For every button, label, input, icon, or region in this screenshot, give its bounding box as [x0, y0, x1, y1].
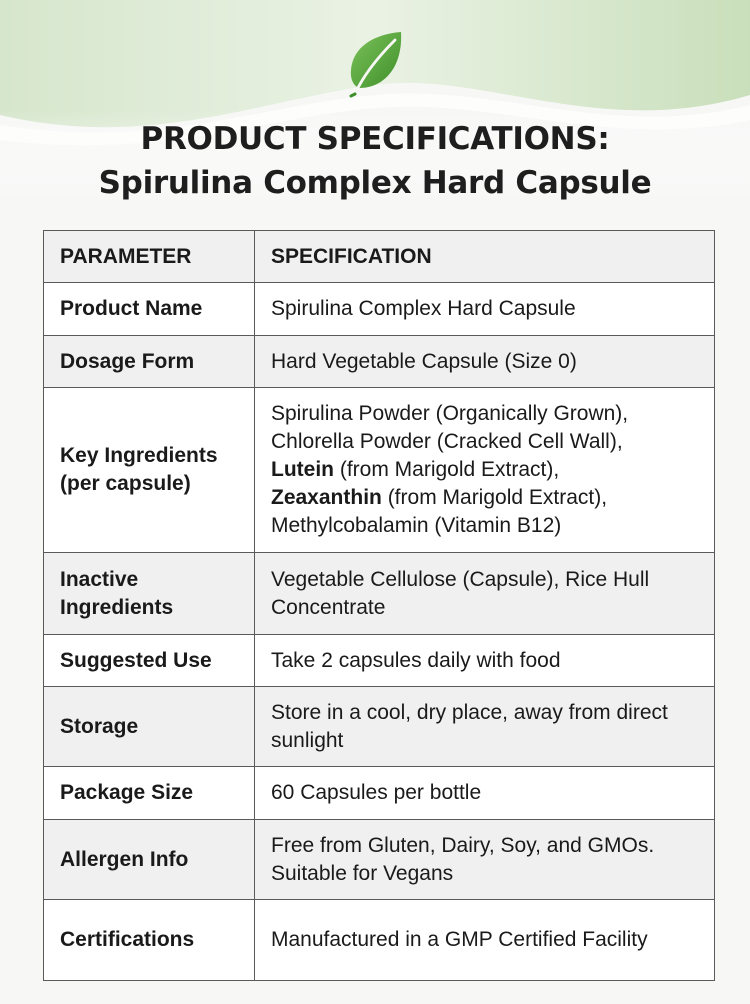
- table-header-row: [44, 231, 715, 283]
- ingredient-text: Spirulina Powder (Organically Grown),: [271, 402, 629, 425]
- table-row: [44, 553, 715, 635]
- table-row: [44, 820, 715, 900]
- spec-product-name: Spirulina Complex Hard Capsule: [255, 283, 715, 336]
- param-inactive-ingredients: Inactive Ingredients: [44, 553, 255, 635]
- spec-certifications: Manufactured in a GMP Certified Facility: [255, 900, 715, 981]
- spec-storage: Store in a cool, dry place, away from direct sunlight: [255, 687, 715, 767]
- ingredient-text: Chlorella Powder (Cracked Cell Wall),: [271, 430, 623, 453]
- ingredient-line: [271, 484, 700, 512]
- ingredient-line: [271, 456, 700, 484]
- ingredient-text: Methylcobalamin (Vitamin B12): [271, 514, 562, 537]
- spec-table: [43, 230, 715, 981]
- ingredient-text: (from Marigold Extract),: [381, 486, 608, 509]
- param-key-ingredients: Key Ingredients (per capsule): [44, 388, 255, 553]
- param-package-size: Package Size: [44, 767, 255, 820]
- param-dosage-form: Dosage Form: [44, 336, 255, 388]
- spec-dosage-form: Hard Vegetable Capsule (Size 0): [255, 336, 715, 388]
- table-row: [44, 283, 715, 336]
- table-row: [44, 767, 715, 820]
- page-title: [0, 117, 750, 205]
- ingredient-line: [271, 428, 700, 456]
- spec-inactive-ingredients: Vegetable Cellulose (Capsule), Rice Hull Concentrate: [255, 553, 715, 635]
- table-row: [44, 388, 715, 553]
- table-row: [44, 336, 715, 388]
- ingredient-line: [271, 512, 700, 540]
- table-row: [44, 635, 715, 687]
- param-product-name: Product Name: [44, 283, 255, 336]
- param-storage: Storage: [44, 687, 255, 767]
- spec-package-size: 60 Capsules per bottle: [255, 767, 715, 820]
- table-row: [44, 900, 715, 981]
- param-allergen-info: Allergen Info: [44, 820, 255, 900]
- title-line-2: Spirulina Complex Hard Capsule: [98, 165, 652, 201]
- ingredient-name: Zeaxanthin: [271, 486, 382, 509]
- table-row: [44, 687, 715, 767]
- spec-allergen-info: Free from Gluten, Dairy, Soy, and GMOs. Suitable for Vegans: [255, 820, 715, 900]
- ingredient-name: Lutein: [271, 458, 334, 481]
- spec-suggested-use: Take 2 capsules daily with food: [255, 635, 715, 687]
- title-line-1: PRODUCT SPECIFICATIONS:: [140, 121, 610, 157]
- header-parameter: PARAMETER: [44, 231, 255, 283]
- leaf-icon: [345, 30, 405, 98]
- param-certifications: Certifications: [44, 900, 255, 981]
- spec-key-ingredients: [255, 388, 715, 553]
- param-suggested-use: Suggested Use: [44, 635, 255, 687]
- header-specification: SPECIFICATION: [255, 231, 715, 283]
- ingredient-line: [271, 400, 700, 428]
- ingredient-text: (from Marigold Extract),: [334, 458, 560, 481]
